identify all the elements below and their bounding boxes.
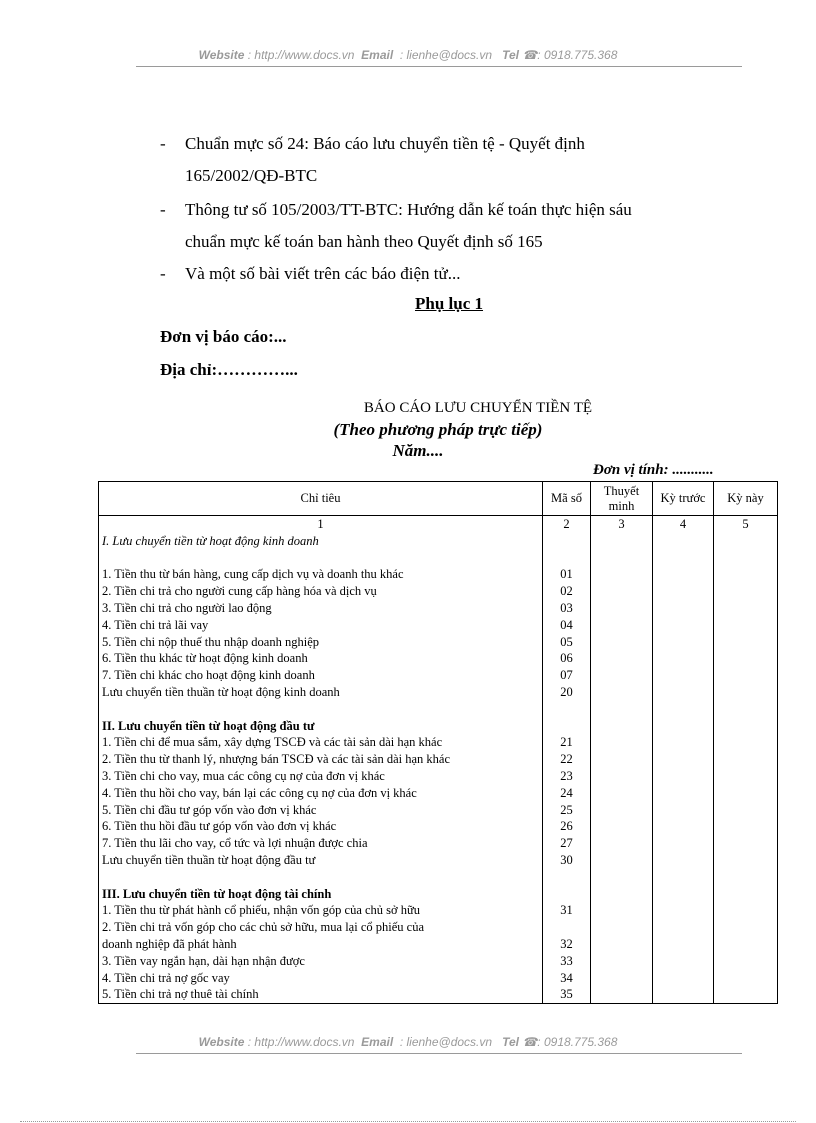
row-curr: [714, 818, 778, 835]
row-curr: [714, 852, 778, 869]
header-prev: Kỳ trước: [653, 482, 714, 516]
row-note: [591, 919, 653, 936]
table-row: [99, 718, 778, 735]
row-code: 24: [543, 785, 591, 802]
row-note: [591, 869, 653, 886]
row-prev: [653, 634, 714, 651]
row-code: 02: [543, 583, 591, 600]
footer-rule: [136, 1053, 742, 1054]
row-curr: [714, 936, 778, 953]
bullet-item: [160, 258, 720, 290]
table-row: [99, 684, 778, 701]
table-row: [99, 583, 778, 600]
row-curr: [714, 970, 778, 987]
bullet-text: 165/2002/QĐ-BTC: [185, 166, 318, 185]
page-bottom-edge: [20, 1121, 796, 1122]
table-row: [99, 785, 778, 802]
email-value[interactable]: lienhe@docs.vn: [406, 1035, 493, 1049]
website-label: Website: [198, 1035, 245, 1049]
table-row: [99, 734, 778, 751]
row-curr: [714, 600, 778, 617]
table-row: [99, 617, 778, 634]
row-curr: [714, 835, 778, 852]
row-label: 4. Tiền thu hồi cho vay, bán lại các công cụ nợ của đơn vị khác: [99, 785, 543, 802]
row-note: [591, 785, 653, 802]
report-year: Năm....: [392, 441, 444, 460]
row-label: 6. Tiền thu hồi đầu tư góp vốn vào đơn vị khác: [99, 818, 543, 835]
row-code: 05: [543, 634, 591, 651]
row-label: [99, 550, 543, 567]
row-code: 30: [543, 852, 591, 869]
row-note: [591, 953, 653, 970]
column-number-row: [99, 516, 778, 533]
row-note: [591, 970, 653, 987]
row-note: [591, 583, 653, 600]
bullet-dash: -: [160, 264, 166, 283]
row-code: [543, 701, 591, 718]
row-code: [543, 869, 591, 886]
row-label: III. Lưu chuyển tiền từ hoạt động tài chính: [99, 886, 543, 903]
row-label: 1. Tiền chi để mua sắm, xây dựng TSCĐ và các tài sản dài hạn khác: [99, 734, 543, 751]
table-row: [99, 818, 778, 835]
row-prev: [653, 701, 714, 718]
row-label: 3. Tiền chi cho vay, mua các công cụ nợ của đơn vị khác: [99, 768, 543, 785]
website-url[interactable]: http://www.docs.vn: [254, 48, 355, 62]
table-row: [99, 802, 778, 819]
row-note: [591, 566, 653, 583]
row-code: 21: [543, 734, 591, 751]
row-prev: [653, 802, 714, 819]
row-code: 34: [543, 970, 591, 987]
row-label: doanh nghiệp đã phát hành: [99, 936, 543, 953]
table-header-row: [99, 482, 778, 516]
row-code: 20: [543, 684, 591, 701]
row-prev: [653, 936, 714, 953]
row-code: [543, 550, 591, 567]
tel-value: 0918.775.368: [543, 48, 618, 62]
row-note: [591, 936, 653, 953]
row-curr: [714, 902, 778, 919]
row-code: 26: [543, 818, 591, 835]
table-row: [99, 650, 778, 667]
bullet-item: [160, 128, 720, 192]
reporting-unit: Đơn vị báo cáo:...: [160, 327, 287, 346]
col-number: 5: [714, 516, 778, 533]
row-note: [591, 634, 653, 651]
table-row: [99, 667, 778, 684]
row-prev: [653, 869, 714, 886]
row-prev: [653, 583, 714, 600]
row-note: [591, 600, 653, 617]
row-curr: [714, 919, 778, 936]
row-curr: [714, 667, 778, 684]
row-note: [591, 751, 653, 768]
page-header: Website : http://www.docs.vn Email : lienhe@docs.vn Tel ☎: 0918.775.368: [198, 48, 618, 62]
row-note: [591, 617, 653, 634]
table-row: [99, 936, 778, 953]
row-curr: [714, 986, 778, 1003]
bullet-text: chuẩn mực kế toán ban hành theo Quyết định số 165: [185, 232, 543, 251]
bullet-text: Và một số bài viết trên các báo điện tử...: [185, 264, 461, 283]
row-label: 7. Tiền chi khác cho hoạt động kinh doanh: [99, 667, 543, 684]
table-row: [99, 869, 778, 886]
tel-label: Tel: [502, 48, 519, 62]
row-note: [591, 650, 653, 667]
row-prev: [653, 550, 714, 567]
row-label: 2. Tiền chi trả vốn góp cho các chủ sở hữu, mua lại cổ phiếu của: [99, 919, 543, 936]
row-label: [99, 701, 543, 718]
row-label: 5. Tiền chi nộp thuế thu nhập doanh nghiệp: [99, 634, 543, 651]
row-curr: [714, 617, 778, 634]
row-prev: [653, 970, 714, 987]
header-code: Mã số: [543, 482, 591, 516]
row-note: [591, 533, 653, 550]
row-code: 31: [543, 902, 591, 919]
table-row: [99, 886, 778, 903]
row-curr: [714, 734, 778, 751]
row-curr: [714, 634, 778, 651]
report-subtitle: (Theo phương pháp trực tiếp): [333, 420, 543, 439]
row-code: 03: [543, 600, 591, 617]
row-note: [591, 550, 653, 567]
table-row: [99, 566, 778, 583]
row-prev: [653, 919, 714, 936]
bullet-dash: -: [160, 134, 166, 153]
row-curr: [714, 953, 778, 970]
row-prev: [653, 566, 714, 583]
header-rule: [136, 66, 742, 67]
row-label: 5. Tiền chi trả nợ thuê tài chính: [99, 986, 543, 1003]
phone-icon: ☎: [522, 1035, 538, 1049]
table-row: [99, 953, 778, 970]
header-curr: Kỳ này: [714, 482, 778, 516]
row-curr: [714, 785, 778, 802]
row-prev: [653, 718, 714, 735]
report-title: BÁO CÁO LƯU CHUYỂN TIỀN TỆ: [363, 400, 593, 416]
table-row: [99, 852, 778, 869]
row-note: [591, 902, 653, 919]
row-note: [591, 802, 653, 819]
header-item: Chỉ tiêu: [99, 482, 543, 516]
row-code: 35: [543, 986, 591, 1003]
row-label: 7. Tiền thu lãi cho vay, cổ tức và lợi nhuận được chia: [99, 835, 543, 852]
row-curr: [714, 566, 778, 583]
row-code: [543, 886, 591, 903]
col-number: 3: [591, 516, 653, 533]
row-note: [591, 852, 653, 869]
row-code: 04: [543, 617, 591, 634]
bullet-dash: -: [160, 200, 166, 219]
row-code: 32: [543, 936, 591, 953]
col-number: 1: [99, 516, 543, 533]
row-curr: [714, 550, 778, 567]
row-prev: [653, 902, 714, 919]
row-curr: [714, 650, 778, 667]
website-url[interactable]: http://www.docs.vn: [254, 1035, 355, 1049]
row-prev: [653, 684, 714, 701]
row-label: 6. Tiền thu khác từ hoạt động kinh doanh: [99, 650, 543, 667]
row-label: 3. Tiền chi trả cho người lao động: [99, 600, 543, 617]
row-note: [591, 684, 653, 701]
row-curr: [714, 583, 778, 600]
row-note: [591, 986, 653, 1003]
email-label: Email: [361, 48, 394, 62]
table-row: [99, 768, 778, 785]
row-curr: [714, 533, 778, 550]
bullet-text: Chuẩn mực số 24: Báo cáo lưu chuyển tiền tệ - Quyết định: [185, 134, 585, 153]
email-value[interactable]: lienhe@docs.vn: [406, 48, 493, 62]
table-row: [99, 835, 778, 852]
table-row: [99, 970, 778, 987]
row-code: 25: [543, 802, 591, 819]
row-code: 23: [543, 768, 591, 785]
row-label: 3. Tiền vay ngắn hạn, dài hạn nhận được: [99, 953, 543, 970]
row-code: 27: [543, 835, 591, 852]
bullet-item: [160, 194, 720, 258]
row-note: [591, 835, 653, 852]
row-prev: [653, 953, 714, 970]
row-code: 07: [543, 667, 591, 684]
table-row: [99, 902, 778, 919]
row-note: [591, 768, 653, 785]
tel-label: Tel: [502, 1035, 519, 1049]
row-note: [591, 701, 653, 718]
row-curr: [714, 684, 778, 701]
row-label: 1. Tiền thu từ phát hành cổ phiếu, nhận vốn góp của chủ sở hữu: [99, 902, 543, 919]
page-footer: Website : http://www.docs.vn Email : lienhe@docs.vn Tel ☎: 0918.775.368: [198, 1035, 618, 1049]
table-row: [99, 986, 778, 1003]
row-code: [543, 533, 591, 550]
row-label: 2. Tiền chi trả cho người cung cấp hàng hóa và dịch vụ: [99, 583, 543, 600]
row-note: [591, 667, 653, 684]
appendix-title: Phụ lục 1: [414, 294, 484, 313]
row-label: I. Lưu chuyển tiền từ hoạt động kinh doanh: [99, 533, 543, 550]
row-code: [543, 718, 591, 735]
tel-value: 0918.775.368: [543, 1035, 618, 1049]
table-row: [99, 751, 778, 768]
row-prev: [653, 835, 714, 852]
row-curr: [714, 718, 778, 735]
row-label: [99, 869, 543, 886]
row-label: 4. Tiền chi trả lãi vay: [99, 617, 543, 634]
row-label: Lưu chuyển tiền thuần từ hoạt động kinh doanh: [99, 684, 543, 701]
row-prev: [653, 667, 714, 684]
row-note: [591, 718, 653, 735]
website-label: Website: [198, 48, 245, 62]
row-curr: [714, 701, 778, 718]
row-note: [591, 734, 653, 751]
table-row: [99, 634, 778, 651]
email-label: Email: [361, 1035, 394, 1049]
row-label: 5. Tiền chi đầu tư góp vốn vào đơn vị khác: [99, 802, 543, 819]
row-prev: [653, 768, 714, 785]
row-prev: [653, 818, 714, 835]
row-prev: [653, 734, 714, 751]
col-number: 2: [543, 516, 591, 533]
table-row: [99, 600, 778, 617]
row-curr: [714, 886, 778, 903]
row-prev: [653, 533, 714, 550]
cash-flow-table: [98, 481, 778, 1004]
row-label: II. Lưu chuyển tiền từ hoạt động đầu tư: [99, 718, 543, 735]
row-prev: [653, 617, 714, 634]
bullet-text: Thông tư số 105/2003/TT-BTC: Hướng dẫn kế toán thực hiện sáu: [185, 200, 632, 219]
row-prev: [653, 886, 714, 903]
row-label: 2. Tiền thu từ thanh lý, nhượng bán TSCĐ và các tài sản dài hạn khác: [99, 751, 543, 768]
row-prev: [653, 650, 714, 667]
row-code: 22: [543, 751, 591, 768]
currency-unit: Đơn vị tính: ...........: [593, 462, 714, 478]
table-row: [99, 919, 778, 936]
row-prev: [653, 751, 714, 768]
table-row: [99, 701, 778, 718]
header-note: Thuyết minh: [591, 482, 653, 516]
row-code: 01: [543, 566, 591, 583]
row-curr: [714, 768, 778, 785]
phone-icon: ☎: [522, 48, 538, 62]
row-curr: [714, 751, 778, 768]
row-prev: [653, 785, 714, 802]
row-curr: [714, 869, 778, 886]
table-row: [99, 550, 778, 567]
row-label: 1. Tiền thu từ bán hàng, cung cấp dịch vụ và doanh thu khác: [99, 566, 543, 583]
row-code: [543, 919, 591, 936]
row-prev: [653, 986, 714, 1003]
row-prev: [653, 600, 714, 617]
row-label: 4. Tiền chi trả nợ gốc vay: [99, 970, 543, 987]
row-code: 33: [543, 953, 591, 970]
table-row: [99, 533, 778, 550]
row-note: [591, 886, 653, 903]
row-label: Lưu chuyển tiền thuần từ hoạt động đầu tư: [99, 852, 543, 869]
address-label: Địa chỉ:…………...: [160, 360, 298, 379]
row-prev: [653, 852, 714, 869]
row-curr: [714, 802, 778, 819]
row-code: 06: [543, 650, 591, 667]
col-number: 4: [653, 516, 714, 533]
row-note: [591, 818, 653, 835]
